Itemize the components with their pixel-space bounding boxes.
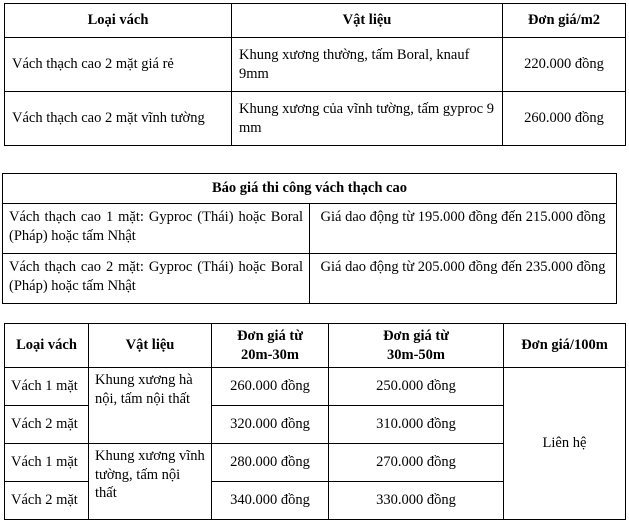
column-header-price-20-30 bbox=[212, 324, 329, 368]
table-title-row bbox=[3, 174, 617, 204]
cell-price: 260.000 đồng bbox=[503, 92, 626, 146]
pricing-by-length-table bbox=[4, 323, 626, 520]
table-title: Báo giá thi công vách thạch cao bbox=[3, 174, 617, 204]
cell-material: Khung xương hà nội, tấm nội thất bbox=[89, 368, 212, 444]
cell-price-100m: Liên hệ bbox=[504, 368, 626, 520]
column-header-price-100m: Đơn giá/100m bbox=[504, 324, 626, 368]
pricing-per-m2-table bbox=[4, 3, 626, 146]
cell-price-range: Giá dao động từ 205.000 đồng đến 235.000 đồng bbox=[310, 254, 617, 304]
cell-description: Vách thạch cao 1 mặt: Gyproc (Thái) hoặc Boral (Pháp) hoặc tấm Nhật bbox=[3, 204, 310, 254]
table-row bbox=[5, 368, 626, 406]
table-header-row bbox=[5, 4, 626, 38]
cell-price-30-50: 270.000 đồng bbox=[329, 444, 504, 482]
cell-price-20-30: 260.000 đồng bbox=[212, 368, 329, 406]
cell-wall-type: Vách 2 mặt bbox=[5, 482, 89, 520]
cell-price-20-30: 340.000 đồng bbox=[212, 482, 329, 520]
column-header-unit-price: Đơn giá/m2 bbox=[503, 4, 626, 38]
table-row bbox=[3, 204, 617, 254]
construction-quote-table bbox=[2, 173, 617, 304]
cell-wall-type: Vách 1 mặt bbox=[5, 444, 89, 482]
cell-price-range: Giá dao động từ 195.000 đồng đến 215.000 đồng bbox=[310, 204, 617, 254]
column-header-wall-type: Loại vách bbox=[5, 324, 89, 368]
column-header-material: Vật liệu bbox=[232, 4, 503, 38]
cell-price: 220.000 đồng bbox=[503, 38, 626, 92]
cell-price-20-30: 320.000 đồng bbox=[212, 406, 329, 444]
cell-price-30-50: 310.000 đồng bbox=[329, 406, 504, 444]
cell-price-20-30: 280.000 đồng bbox=[212, 444, 329, 482]
cell-price-30-50: 250.000 đồng bbox=[329, 368, 504, 406]
cell-description: Vách thạch cao 2 mặt: Gyproc (Thái) hoặc Boral (Pháp) hoặc tấm Nhật bbox=[3, 254, 310, 304]
column-header-price-30-50 bbox=[329, 324, 504, 368]
column-header-material: Vật liệu bbox=[89, 324, 212, 368]
header-line-2: 30m-50m bbox=[387, 346, 445, 363]
table-row bbox=[5, 38, 626, 92]
cell-material: Khung xương vĩnh tường, tấm nội thất bbox=[89, 444, 212, 520]
header-line-2: 20m-30m bbox=[241, 346, 299, 363]
table-row bbox=[5, 92, 626, 146]
cell-price-30-50: 330.000 đồng bbox=[329, 482, 504, 520]
cell-wall-type: Vách thạch cao 2 mặt giá rẻ bbox=[5, 38, 232, 92]
cell-wall-type: Vách thạch cao 2 mặt vĩnh tường bbox=[5, 92, 232, 146]
cell-wall-type: Vách 2 mặt bbox=[5, 406, 89, 444]
cell-material: Khung xương thường, tấm Boral, knauf 9mm bbox=[232, 38, 503, 92]
table-header-row bbox=[5, 324, 626, 368]
cell-material: Khung xương của vĩnh tường, tấm gyproc 9 mm bbox=[232, 92, 503, 146]
cell-wall-type: Vách 1 mặt bbox=[5, 368, 89, 406]
header-line-1: Đơn giá từ bbox=[383, 328, 449, 344]
column-header-wall-type: Loại vách bbox=[5, 4, 232, 38]
header-line-1: Đơn giá từ bbox=[237, 328, 303, 344]
table-row bbox=[3, 254, 617, 304]
